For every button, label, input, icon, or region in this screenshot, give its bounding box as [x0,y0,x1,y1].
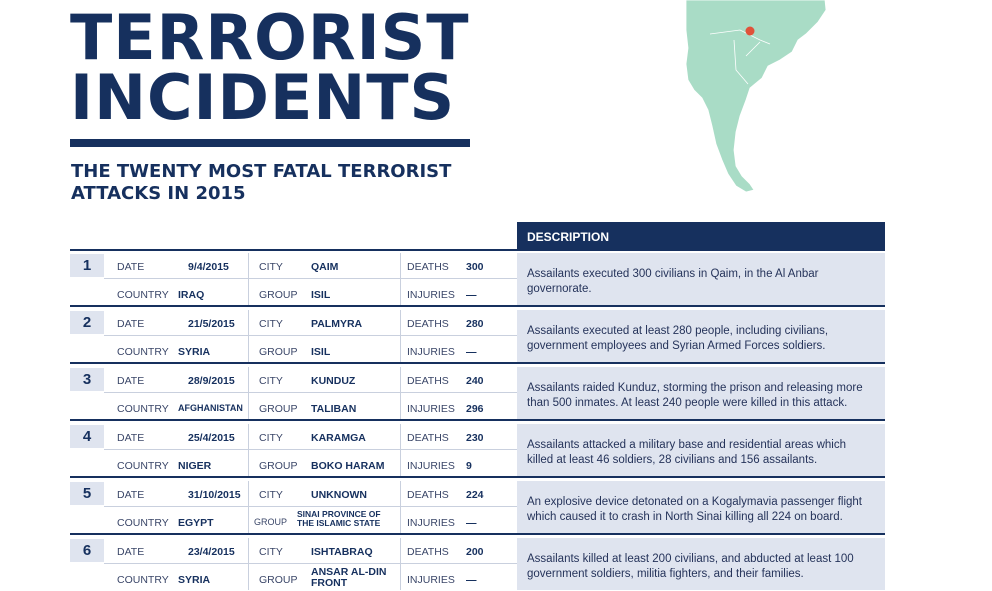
country-value: EGYPT [178,517,214,529]
column-divider [248,538,249,590]
column-divider [248,424,249,476]
injuries-value: — [466,346,477,358]
country-label: COUNTRY [117,460,169,472]
injuries-value: — [466,574,477,586]
date-value: 9/4/2015 [188,261,229,273]
date-label: DATE [117,261,145,273]
page-title [70,1,470,134]
injuries-value: 296 [466,403,484,415]
deaths-label: DEATHS [407,318,449,330]
table-row [70,251,885,305]
group-label: GROUP [259,574,298,586]
incident-marker [746,27,755,36]
row-rank: 5 [70,482,104,505]
row-bottom-rule [70,476,885,478]
description-cell [517,367,885,419]
column-divider [248,481,249,533]
injuries-label: INJURIES [407,289,455,301]
table-row [70,479,885,533]
description-cell [517,424,885,476]
group-label: GROUP [259,346,298,358]
country-label: COUNTRY [117,517,169,529]
date-label: DATE [117,318,145,330]
date-value: 23/4/2015 [188,546,235,558]
row-divider [104,392,517,393]
injuries-label: INJURIES [407,574,455,586]
injuries-label: INJURIES [407,460,455,472]
date-label: DATE [117,375,145,387]
title-line-1: TERRORIST [70,1,470,74]
country-value: AFGHANISTAN [178,403,243,413]
description-text: Assailants executed 300 civilians in Qaim, in the Al Anbar governorate. [527,268,819,295]
column-divider [400,538,401,590]
group-label: GROUP [259,403,298,415]
column-divider [248,367,249,419]
description-text: Assailants executed at least 280 people, including civilians, government employees and Syrian Armed Forces soldiers. [527,325,829,352]
country-label: COUNTRY [117,574,169,586]
date-value: 31/10/2015 [188,489,241,501]
country-label: COUNTRY [117,289,169,301]
row-bottom-rule [70,533,885,535]
country-label: COUNTRY [117,346,169,358]
row-divider [104,563,517,564]
column-divider [400,310,401,362]
country-value: IRAQ [178,289,205,301]
column-divider [248,310,249,362]
column-divider [400,424,401,476]
deaths-label: DEATHS [407,546,449,558]
city-value: PALMYRA [311,318,363,330]
description-header: DESCRIPTION [517,222,885,250]
city-value: ISHTABRAQ [311,546,373,558]
group-value: SINAI PROVINCE OF THE ISLAMIC STATE [297,509,381,528]
injuries-label: INJURIES [407,517,455,529]
date-label: DATE [117,432,145,444]
description-cell [517,538,885,590]
deaths-label: DEATHS [407,375,449,387]
city-value: QAIM [311,261,339,273]
row-rank: 4 [70,425,104,448]
city-label: CITY [259,318,283,330]
country-value: SYRIA [178,574,211,586]
description-text: Assailants attacked a military base and residential areas which killed at least 46 soldiers, 28 civilians and 156 assailants. [527,439,846,466]
row-bottom-rule [70,419,885,421]
description-cell [517,253,885,305]
table-row [70,308,885,362]
injuries-label: INJURIES [407,403,455,415]
row-rank: 2 [70,311,104,334]
deaths-value: 240 [466,375,484,387]
deaths-label: DEATHS [407,261,449,273]
country-label: COUNTRY [117,403,169,415]
table-row [70,536,885,590]
deaths-value: 230 [466,432,484,444]
row-divider [104,278,517,279]
group-value: ISIL [311,289,331,301]
injuries-value: — [466,289,477,301]
group-label: GROUP [259,460,298,472]
deaths-label: DEATHS [407,432,449,444]
description-text: An explosive device detonated on a Kogalymavia passenger flight which caused it to crash in North Sinai killing all 224 on board. [527,496,862,523]
row-bottom-rule [70,362,885,364]
row-divider [104,449,517,450]
row-rank: 1 [70,254,104,277]
group-value: ANSAR AL-DIN FRONT [311,566,387,589]
description-text: Assailants killed at least 200 civilians, and abducted at least 100 government soldiers, militia fighters, and their families. [527,553,854,580]
south-america-map [650,0,850,200]
city-value: KARAMGA [311,432,366,444]
description-cell [517,310,885,362]
group-value: TALIBAN [311,403,357,415]
column-divider [400,481,401,533]
country-value: SYRIA [178,346,211,358]
group-label: GROUP [259,289,298,301]
column-divider [248,253,249,305]
city-value: UNKNOWN [311,489,367,501]
date-label: DATE [117,546,145,558]
description-cell [517,481,885,533]
injuries-value: 9 [466,460,472,472]
city-label: CITY [259,432,283,444]
row-bottom-rule [70,305,885,307]
group-value: BOKO HARAM [311,460,385,472]
group-value: ISIL [311,346,331,358]
injuries-label: INJURIES [407,346,455,358]
title-underline [70,139,470,147]
city-value: KUNDUZ [311,375,356,387]
deaths-value: 300 [466,261,484,273]
injuries-value: — [466,517,477,529]
title-line-2: INCIDENTS [70,61,456,134]
deaths-value: 280 [466,318,484,330]
row-divider [104,335,517,336]
table-row [70,422,885,476]
page-subtitle: THE TWENTY MOST FATAL TERRORIST ATTACKS IN 2015 [71,161,452,204]
date-value: 28/9/2015 [188,375,235,387]
description-text: Assailants raided Kunduz, storming the prison and releasing more than 500 inmates. At least 240 people were killed in this attack. [527,382,863,409]
row-rank: 3 [70,368,104,391]
group-label: GROUP [254,517,288,527]
city-label: CITY [259,261,283,273]
deaths-label: DEATHS [407,489,449,501]
date-value: 25/4/2015 [188,432,235,444]
row-divider [104,506,517,507]
deaths-value: 224 [466,489,484,501]
row-rank: 6 [70,539,104,562]
city-label: CITY [259,375,283,387]
table-row [70,365,885,419]
column-divider [400,367,401,419]
date-label: DATE [117,489,145,501]
city-label: CITY [259,489,283,501]
country-value: NIGER [178,460,212,472]
deaths-value: 200 [466,546,484,558]
map-land [686,0,826,192]
city-label: CITY [259,546,283,558]
column-divider [400,253,401,305]
date-value: 21/5/2015 [188,318,235,330]
